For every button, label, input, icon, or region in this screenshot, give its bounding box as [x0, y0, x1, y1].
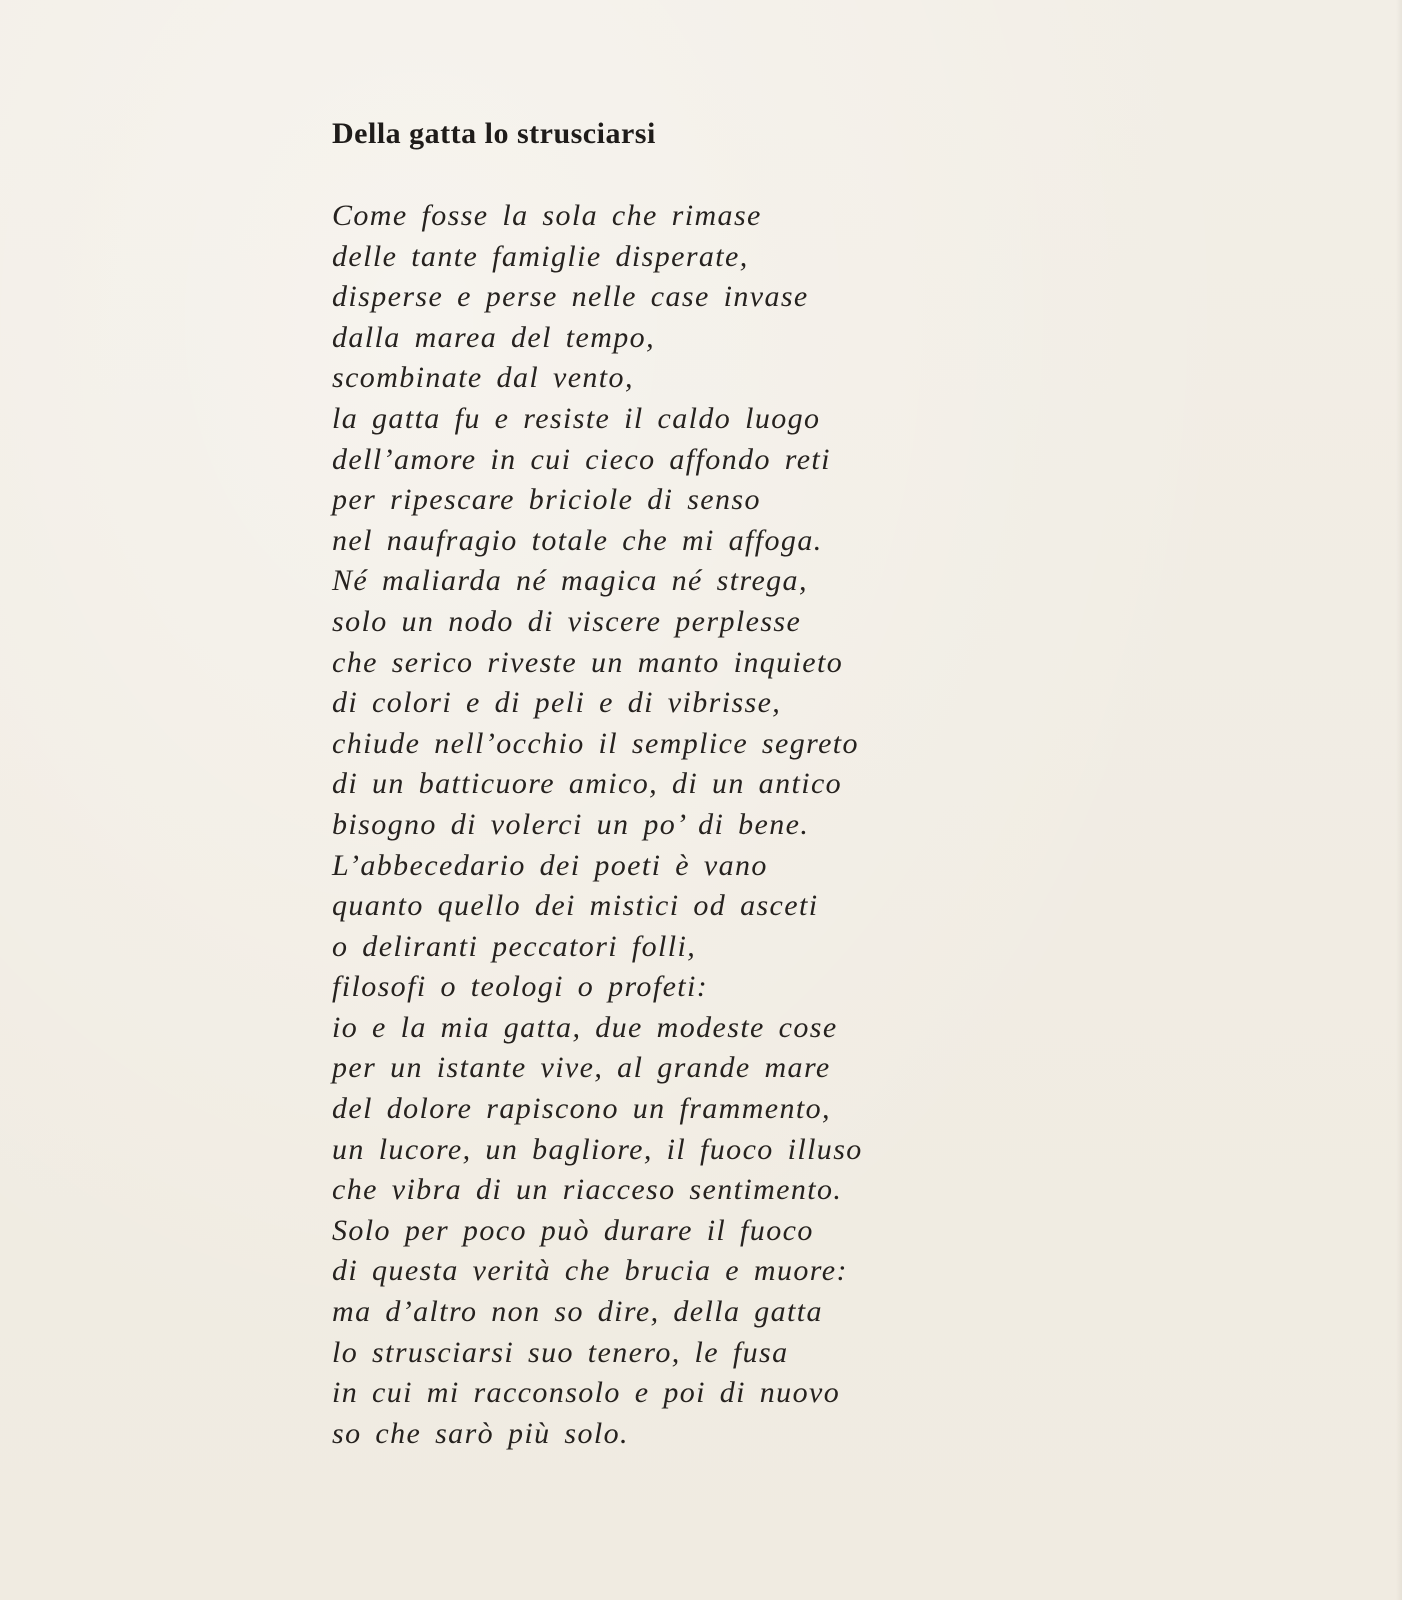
poem-line: Solo per poco può durare il fuoco	[332, 1213, 814, 1247]
poem-line: un lucore, un bagliore, il fuoco illuso	[332, 1132, 863, 1166]
poem-line: che vibra di un riacceso sentimento.	[332, 1173, 843, 1207]
poem-line: scombinate dal vento,	[332, 361, 634, 395]
poem-line: Né maliarda né magica né strega,	[332, 564, 808, 598]
poem-line: di colori e di peli e di vibrisse,	[332, 686, 782, 720]
poem-line: ma d’altro non so dire, della gatta	[332, 1295, 823, 1329]
poem-line: io e la mia gatta, due modeste cose	[332, 1010, 838, 1044]
paper-edge-shadow	[1396, 0, 1402, 1600]
poem-line: in cui mi racconsolo e poi di nuovo	[332, 1376, 841, 1410]
poem-line: solo un nodo di viscere perplesse	[332, 604, 802, 638]
poem-body	[332, 196, 863, 1454]
poem-line: di questa verità che brucia e muore:	[332, 1254, 848, 1288]
poem-line: di un batticuore amico, di un antico	[332, 767, 843, 801]
poem-line: delle tante famiglie disperate,	[332, 239, 749, 273]
poem-line: quanto quello dei mistici od asceti	[332, 889, 819, 923]
poem-title: Della gatta lo strusciarsi	[332, 117, 656, 150]
poem-line: L’abbecedario dei poeti è vano	[332, 848, 768, 882]
poem-line: Come fosse la sola che rimase	[332, 199, 762, 232]
poem-line: per un istante vive, al grande mare	[332, 1051, 831, 1085]
poem-line: del dolore rapiscono un frammento,	[332, 1092, 831, 1126]
poem-line: o deliranti peccatori folli,	[332, 929, 697, 963]
poem-line: dalla marea del tempo,	[332, 320, 655, 354]
poem-line: la gatta fu e resiste il caldo luogo	[332, 401, 821, 435]
poem-line: nel naufragio totale che mi affoga.	[332, 523, 823, 557]
poem-line: chiude nell’occhio il semplice segreto	[332, 726, 859, 760]
poem-line: so che sarò più solo.	[332, 1416, 629, 1450]
poem-line: che serico riveste un manto inquieto	[332, 645, 844, 679]
poem-line: disperse e perse nelle case invase	[332, 280, 809, 314]
poem-line: lo strusciarsi suo tenero, le fusa	[332, 1335, 789, 1369]
poem-line: filosofi o teologi o profeti:	[332, 970, 709, 1004]
poem-line: bisogno di volerci un po’ di bene.	[332, 807, 810, 841]
poem-line: dell’amore in cui cieco affondo reti	[332, 442, 831, 476]
poem-line: per ripescare briciole di senso	[332, 483, 761, 517]
